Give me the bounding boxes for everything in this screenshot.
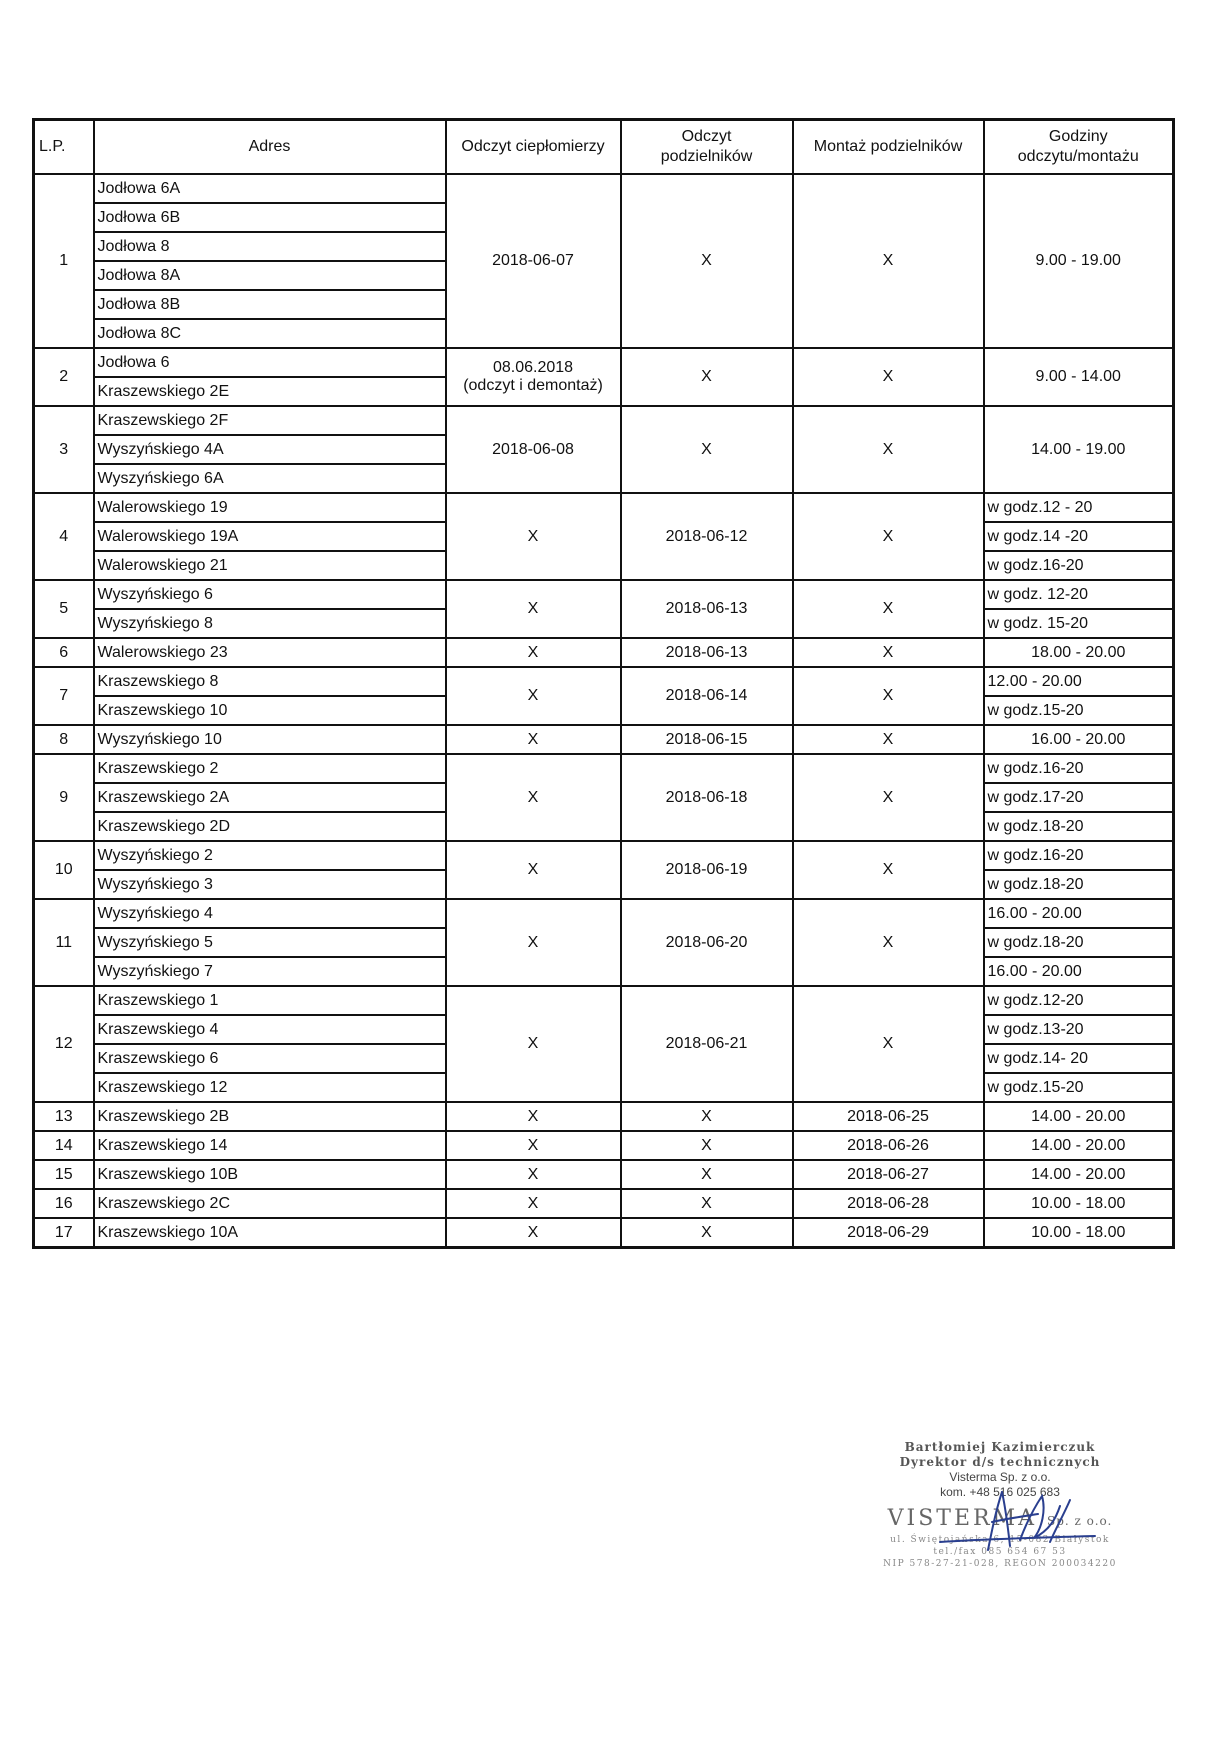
cell-podzielniki-line: X [701,440,712,458]
cell-montaz [793,174,984,348]
cell-address: Jodłowa 8C [94,319,446,348]
table-row [34,1102,1174,1131]
cell-cieplomierze-line: X [527,1035,539,1052]
cell-montaz-line: X [882,933,894,951]
cell-hours: w godz.15-20 [984,696,1174,725]
cell-hours: 18.00 - 20.00 [984,638,1174,667]
cell-podzielniki [621,899,793,986]
cell-hours: w godz.16-20 [984,551,1174,580]
cell-cieplomierze [446,1189,621,1218]
cell-montaz [793,1160,984,1189]
cell-podzielniki-line: 2018-06-18 [665,788,748,806]
cell-lp: 12 [34,986,94,1102]
cell-hours: 10.00 - 18.00 [984,1189,1174,1218]
cell-address: Kraszewskiego 4 [94,1015,446,1044]
cell-podzielniki-line: 2018-06-21 [665,1035,748,1052]
cell-lp: 3 [34,406,94,493]
cell-podzielniki-line: X [701,368,712,385]
stamp-tel-fax-line: tel./fax 085 654 67 53 [933,1547,1067,1557]
cell-hours: w godz.14- 20 [984,1044,1174,1073]
cell-podzielniki [621,1160,793,1189]
stamp-address-line: ul. Świętojańska 6, 15-082 Białystok [890,1535,1110,1545]
cell-address: Jodłowa 6 [94,348,446,377]
cell-cieplomierze-line: X [527,1223,539,1241]
cell-address: Wyszyńskiego 4A [94,435,446,464]
cell-address: Wyszyńskiego 10 [94,725,446,754]
cell-lp: 6 [34,638,94,667]
table-row [34,406,1174,435]
cell-podzielniki-line: 2018-06-14 [665,687,748,704]
cell-podzielniki [621,493,793,580]
cell-hours: w godz.18-20 [984,928,1174,957]
cell-podzielniki [621,348,793,406]
cell-hours: w godz.18-20 [984,870,1174,899]
cell-address: Kraszewskiego 10A [94,1218,446,1248]
cell-cieplomierze [446,493,621,580]
cell-hours: w godz.12-20 [984,986,1174,1015]
stamp-phone-line: kom. +48 516 025 683 [940,1485,1060,1499]
cell-podzielniki [621,841,793,899]
cell-hours: w godz.18-20 [984,812,1174,841]
cell-montaz [793,899,984,986]
cell-montaz [793,638,984,667]
cell-montaz-line: 2018-06-27 [847,1165,929,1183]
cell-cieplomierze [446,1160,621,1189]
cell-address: Walerowskiego 21 [94,551,446,580]
cell-address: Wyszyńskiego 7 [94,957,446,986]
table-row [34,1131,1174,1160]
table-row [34,1189,1174,1218]
table-row [34,725,1174,754]
table-row [34,754,1174,783]
cell-hours: 9.00 - 14.00 [984,348,1174,406]
cell-address: Kraszewskiego 2D [94,812,446,841]
cell-montaz-line: 2018-06-25 [847,1107,929,1125]
cell-podzielniki [621,638,793,667]
cell-lp: 7 [34,667,94,725]
cell-hours: 14.00 - 20.00 [984,1131,1174,1160]
cell-podzielniki-line: X [701,1194,712,1212]
cell-hours: 12.00 - 20.00 [984,667,1174,696]
cell-montaz-line: 2018-06-29 [847,1223,929,1241]
table-row [34,899,1174,928]
cell-hours: w godz.12 - 20 [984,493,1174,522]
cell-montaz [793,406,984,493]
cell-podzielniki [621,1218,793,1248]
cell-address: Wyszyńskiego 3 [94,870,446,899]
cell-cieplomierze-line: 08.06.2018 [492,359,574,376]
cell-address: Wyszyńskiego 6 [94,580,446,609]
cell-address: Kraszewskiego 2E [94,377,446,406]
cell-address: Jodłowa 8 [94,232,446,261]
cell-cieplomierze [446,725,621,754]
cell-address: Kraszewskiego 2 [94,754,446,783]
cell-montaz [793,1131,984,1160]
cell-cieplomierze [446,1131,621,1160]
cell-address: Kraszewskiego 2C [94,1189,446,1218]
cell-podzielniki [621,667,793,725]
cell-hours: w godz.17-20 [984,783,1174,812]
table-row [34,580,1174,609]
cell-lp: 4 [34,493,94,580]
cell-address: Kraszewskiego 2A [94,783,446,812]
cell-montaz-line: X [882,252,894,269]
cell-address: Kraszewskiego 6 [94,1044,446,1073]
cell-podzielniki-line: 2018-06-19 [665,861,748,878]
stamp-person-name: Bartłomiej Kazimierczuk [904,1440,1096,1454]
cell-lp: 9 [34,754,94,841]
table-row [34,667,1174,696]
cell-podzielniki [621,406,793,493]
cell-cieplomierze [446,406,621,493]
cell-podzielniki [621,174,793,348]
cell-address: Kraszewskiego 2F [94,406,446,435]
cell-hours: w godz.16-20 [984,841,1174,870]
cell-lp: 10 [34,841,94,899]
cell-podzielniki-line: X [701,1136,712,1154]
cell-podzielniki [621,1189,793,1218]
cell-montaz-line: X [882,730,894,748]
cell-hours: w godz.16-20 [984,754,1174,783]
cell-address: Wyszyńskiego 5 [94,928,446,957]
cell-montaz [793,667,984,725]
cell-podzielniki [621,725,793,754]
header-godziny [984,120,1174,175]
cell-hours: 14.00 - 20.00 [984,1160,1174,1189]
cell-lp: 13 [34,1102,94,1131]
cell-hours: w godz. 15-20 [984,609,1174,638]
table-row [34,986,1174,1015]
cell-montaz-line: X [882,1035,894,1052]
cell-montaz-line: X [882,643,894,661]
table-row [34,638,1174,667]
cell-address: Walerowskiego 23 [94,638,446,667]
stamp-brand-suffix: Sp. z o.o. [1047,1514,1113,1528]
cell-montaz [793,841,984,899]
cell-lp: 5 [34,580,94,638]
cell-lp: 16 [34,1189,94,1218]
cell-address: Kraszewskiego 14 [94,1131,446,1160]
header-adres: Adres [94,120,446,175]
table-row [34,841,1174,870]
signature-icon [930,1480,1100,1560]
cell-hours: w godz.13-20 [984,1015,1174,1044]
cell-cieplomierze [446,899,621,986]
header-montaz-podzielnikow: Montaż podzielników [793,120,984,175]
header-odczyt-podzielnikow [621,120,793,175]
cell-montaz-line: 2018-06-26 [847,1136,929,1154]
cell-lp: 8 [34,725,94,754]
cell-address: Wyszyńskiego 8 [94,609,446,638]
cell-cieplomierze-line: X [527,861,539,878]
cell-montaz [793,580,984,638]
schedule-table [32,118,1175,1249]
cell-montaz-line: X [882,687,894,704]
cell-montaz-line: X [882,527,894,545]
cell-montaz [793,348,984,406]
cell-podzielniki-line: 2018-06-13 [665,600,748,617]
cell-hours: 16.00 - 20.00 [984,725,1174,754]
table-row [34,1160,1174,1189]
cell-lp: 17 [34,1218,94,1248]
cell-address: Kraszewskiego 12 [94,1073,446,1102]
cell-podzielniki-line: 2018-06-12 [665,527,748,545]
stamp-company-line: Visterma Sp. z o.o. [949,1470,1051,1484]
cell-montaz-line: X [882,440,894,458]
cell-podzielniki-line: X [701,1107,712,1125]
cell-montaz-line: X [882,788,894,806]
header-odczyt-podzielnikow-line1: Odczyt [681,128,732,145]
schedule-body [34,174,1174,1248]
cell-address: Walerowskiego 19A [94,522,446,551]
cell-cieplomierze-line: X [527,1194,539,1212]
cell-hours: 16.00 - 20.00 [984,899,1174,928]
cell-podzielniki-line: X [701,1165,712,1183]
cell-address: Kraszewskiego 10 [94,696,446,725]
cell-address: Jodłowa 8B [94,290,446,319]
cell-hours: 9.00 - 19.00 [984,174,1174,348]
header-row [34,120,1174,175]
cell-podzielniki-line: 2018-06-20 [665,933,748,951]
cell-hours: 10.00 - 18.00 [984,1218,1174,1248]
cell-cieplomierze [446,667,621,725]
cell-cieplomierze-line: X [527,687,539,704]
cell-montaz [793,754,984,841]
cell-montaz-line: X [882,600,894,617]
stamp-person-title: Dyrektor d/s technicznych [899,1455,1101,1469]
cell-cieplomierze [446,1102,621,1131]
header-odczyt-cieplomierzy: Odczyt ciepłomierzy [446,120,621,175]
cell-montaz [793,986,984,1102]
cell-cieplomierze-line: X [527,527,539,545]
cell-podzielniki [621,580,793,638]
cell-cieplomierze-line: X [527,730,539,748]
cell-cieplomierze-line: (odczyt i demontaż) [463,377,603,394]
cell-cieplomierze [446,174,621,348]
header-lp: L.P. [34,120,94,175]
cell-podzielniki-line: 2018-06-15 [665,730,748,748]
cell-hours: w godz.14 -20 [984,522,1174,551]
cell-address: Walerowskiego 19 [94,493,446,522]
cell-cieplomierze [446,841,621,899]
table-row [34,493,1174,522]
cell-address: Kraszewskiego 10B [94,1160,446,1189]
cell-cieplomierze-line: X [527,788,539,806]
stamp-brand-name: VISTERMA [887,1506,1038,1531]
cell-podzielniki [621,1102,793,1131]
cell-montaz-line: X [882,861,894,878]
cell-montaz [793,725,984,754]
cell-cieplomierze-line: X [527,1107,539,1125]
cell-lp: 2 [34,348,94,406]
cell-cieplomierze [446,348,621,406]
cell-cieplomierze-line: X [527,1165,539,1183]
cell-montaz-line: 2018-06-28 [847,1194,929,1212]
cell-address: Kraszewskiego 1 [94,986,446,1015]
cell-hours: w godz. 12-20 [984,580,1174,609]
cell-cieplomierze-line: X [527,600,539,617]
cell-cieplomierze [446,638,621,667]
cell-address: Wyszyńskiego 2 [94,841,446,870]
cell-cieplomierze-line: X [527,643,539,661]
cell-cieplomierze [446,754,621,841]
cell-podzielniki-line: X [701,252,712,269]
cell-lp: 1 [34,174,94,348]
cell-address: Jodłowa 6B [94,203,446,232]
table-row [34,348,1174,377]
cell-montaz [793,1102,984,1131]
cell-cieplomierze [446,986,621,1102]
header-godziny-line2: odczytu/montażu [1017,148,1139,165]
cell-address: Kraszewskiego 8 [94,667,446,696]
cell-cieplomierze [446,580,621,638]
cell-podzielniki-line: X [701,1223,712,1241]
header-godziny-line1: Godziny [1048,128,1108,145]
cell-cieplomierze-line: X [527,933,539,951]
cell-address: Wyszyńskiego 6A [94,464,446,493]
cell-address: Jodłowa 6A [94,174,446,203]
cell-montaz [793,1218,984,1248]
cell-cieplomierze-line: 2018-06-08 [492,440,574,458]
table-row [34,1218,1174,1248]
cell-address: Jodłowa 8A [94,261,446,290]
cell-montaz [793,1189,984,1218]
cell-podzielniki [621,986,793,1102]
cell-hours: 14.00 - 19.00 [984,406,1174,493]
cell-cieplomierze-line: 2018-06-07 [492,252,574,269]
cell-lp: 14 [34,1131,94,1160]
header-odczyt-podzielnikow-line2: podzielników [660,148,753,165]
table-row [34,174,1174,203]
cell-lp: 15 [34,1160,94,1189]
cell-podzielniki [621,754,793,841]
cell-hours: 16.00 - 20.00 [984,957,1174,986]
cell-hours: 14.00 - 20.00 [984,1102,1174,1131]
cell-address: Kraszewskiego 2B [94,1102,446,1131]
cell-hours: w godz.15-20 [984,1073,1174,1102]
cell-podzielniki [621,1131,793,1160]
cell-lp: 11 [34,899,94,986]
cell-address: Wyszyńskiego 4 [94,899,446,928]
cell-cieplomierze [446,1218,621,1248]
cell-montaz-line: X [882,368,894,385]
cell-podzielniki-line: 2018-06-13 [665,643,748,661]
cell-cieplomierze-line: X [527,1136,539,1154]
stamp-nip-regon-line: NIP 578-27-21-028, REGON 200034220 [883,1559,1117,1569]
cell-montaz [793,493,984,580]
